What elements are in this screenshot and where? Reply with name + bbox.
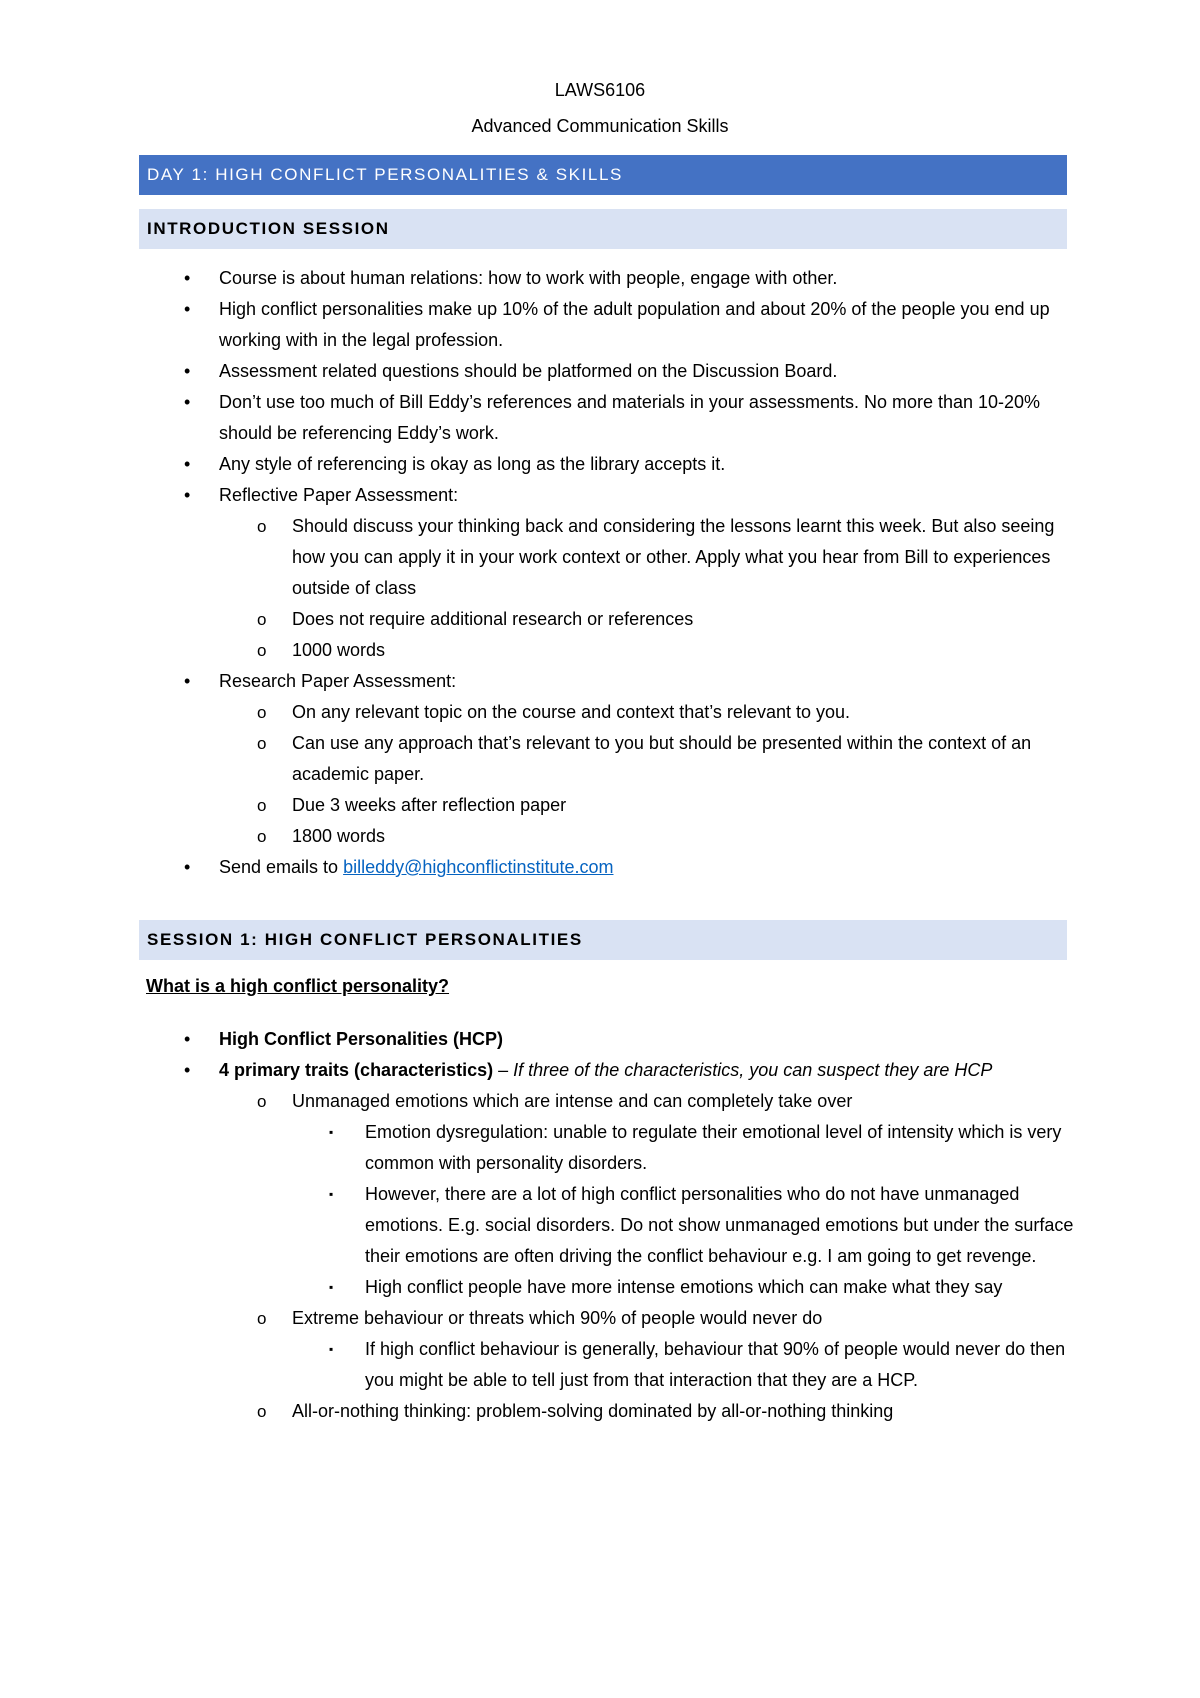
circle-marker: o xyxy=(257,1402,267,1421)
list-item: • Any style of referencing is okay as long as the library accepts it. xyxy=(0,449,1074,480)
session-1-heading: SESSION 1: HIGH CONFLICT PERSONALITIES xyxy=(139,920,1067,960)
bullet-marker: • xyxy=(184,671,191,691)
bullet-marker: • xyxy=(184,299,191,319)
list-item: • 4 primary traits (characteristics) – If three of the characteristics, you can suspect they are HCP xyxy=(0,1055,1074,1086)
circle-marker: o xyxy=(257,703,267,722)
list-item: • Don’t use too much of Bill Eddy’s references and materials in your assessments. No more than 10-20% should be referencing Eddy’s work. xyxy=(0,387,1074,449)
sub-list-item: o Does not require additional research or references xyxy=(0,604,1074,635)
list-item: • Reflective Paper Assessment: xyxy=(0,480,1074,511)
sub-sub-list-item: ▪ High conflict people have more intense emotions which can make what they say xyxy=(0,1272,1074,1303)
sub-list-item: o Should discuss your thinking back and considering the lessons learnt this week. But also seeing how you can apply it in your work context or other. Apply what you hear from Bill to experiences outside of class xyxy=(0,511,1074,604)
sub-list-item: o On any relevant topic on the course and context that’s relevant to you. xyxy=(0,697,1074,728)
square-marker: ▪ xyxy=(329,1342,334,1356)
bullet-marker: • xyxy=(184,361,191,381)
bullet-marker: • xyxy=(184,1029,191,1049)
bullet-marker: • xyxy=(184,268,191,288)
intro-list xyxy=(0,263,1074,883)
list-item: • Send emails to billeddy@highconflictinstitute.com xyxy=(0,852,1074,883)
list-item: • Research Paper Assessment: xyxy=(0,666,1074,697)
circle-marker: o xyxy=(257,796,267,815)
list-item: • High Conflict Personalities (HCP) xyxy=(0,1024,1074,1055)
square-marker: ▪ xyxy=(329,1280,334,1294)
list-item: • Assessment related questions should be platformed on the Discussion Board. xyxy=(0,356,1074,387)
sub-sub-list-item: ▪ If high conflict behaviour is generally, behaviour that 90% of people would never do then you might be able to tell just from that interaction that they are a HCP. xyxy=(0,1334,1074,1396)
hcp-question-heading: What is a high conflict personality? xyxy=(146,976,450,996)
bullet-marker: • xyxy=(184,454,191,474)
square-marker: ▪ xyxy=(329,1125,334,1139)
email-link[interactable]: billeddy@highconflictinstitute.com xyxy=(343,857,614,877)
bullet-marker: • xyxy=(184,857,191,877)
circle-marker: o xyxy=(257,827,267,846)
day-heading: DAY 1: HIGH CONFLICT PERSONALITIES & SKILLS xyxy=(139,155,1067,195)
circle-marker: o xyxy=(257,610,267,629)
hcp-list xyxy=(0,1024,1074,1427)
bullet-marker: • xyxy=(184,485,191,505)
list-item: • Course is about human relations: how to work with people, engage with other. xyxy=(0,263,1074,294)
sub-list-item: o 1000 words xyxy=(0,635,1074,666)
circle-marker: o xyxy=(257,641,267,660)
sub-list-item: o Can use any approach that’s relevant to you but should be presented within the context of an academic paper. xyxy=(0,728,1074,790)
sub-list-item: o 1800 words xyxy=(0,821,1074,852)
circle-marker: o xyxy=(257,1309,267,1328)
bullet-marker: • xyxy=(184,392,191,412)
sub-list-item: o Due 3 weeks after reflection paper xyxy=(0,790,1074,821)
square-marker: ▪ xyxy=(329,1187,334,1201)
circle-marker: o xyxy=(257,517,267,536)
list-item: • High conflict personalities make up 10% of the adult population and about 20% of the people you end up working with in the legal profession. xyxy=(0,294,1074,356)
sub-sub-list-item: ▪ Emotion dysregulation: unable to regulate their emotional level of intensity which is very common with personality disorders. xyxy=(0,1117,1074,1179)
circle-marker: o xyxy=(257,734,267,753)
intro-session-heading: INTRODUCTION SESSION xyxy=(139,209,1067,249)
sub-list-item: o Extreme behaviour or threats which 90% of people would never do xyxy=(0,1303,1074,1334)
sub-sub-list-item: ▪ However, there are a lot of high conflict personalities who do not have unmanaged emotions. E.g. social disorders. Do not show unmanaged emotions but under the surface their emotions are often driving the conflict behaviour e.g. I am going to get revenge. xyxy=(0,1179,1074,1272)
circle-marker: o xyxy=(257,1092,267,1111)
sub-list-item: o Unmanaged emotions which are intense and can completely take over xyxy=(0,1086,1074,1117)
bullet-marker: • xyxy=(184,1060,191,1080)
course-name: Advanced Communication Skills xyxy=(471,116,729,136)
sub-list-item: o All-or-nothing thinking: problem-solving dominated by all-or-nothing thinking xyxy=(0,1396,1074,1427)
course-code: LAWS6106 xyxy=(554,80,646,100)
